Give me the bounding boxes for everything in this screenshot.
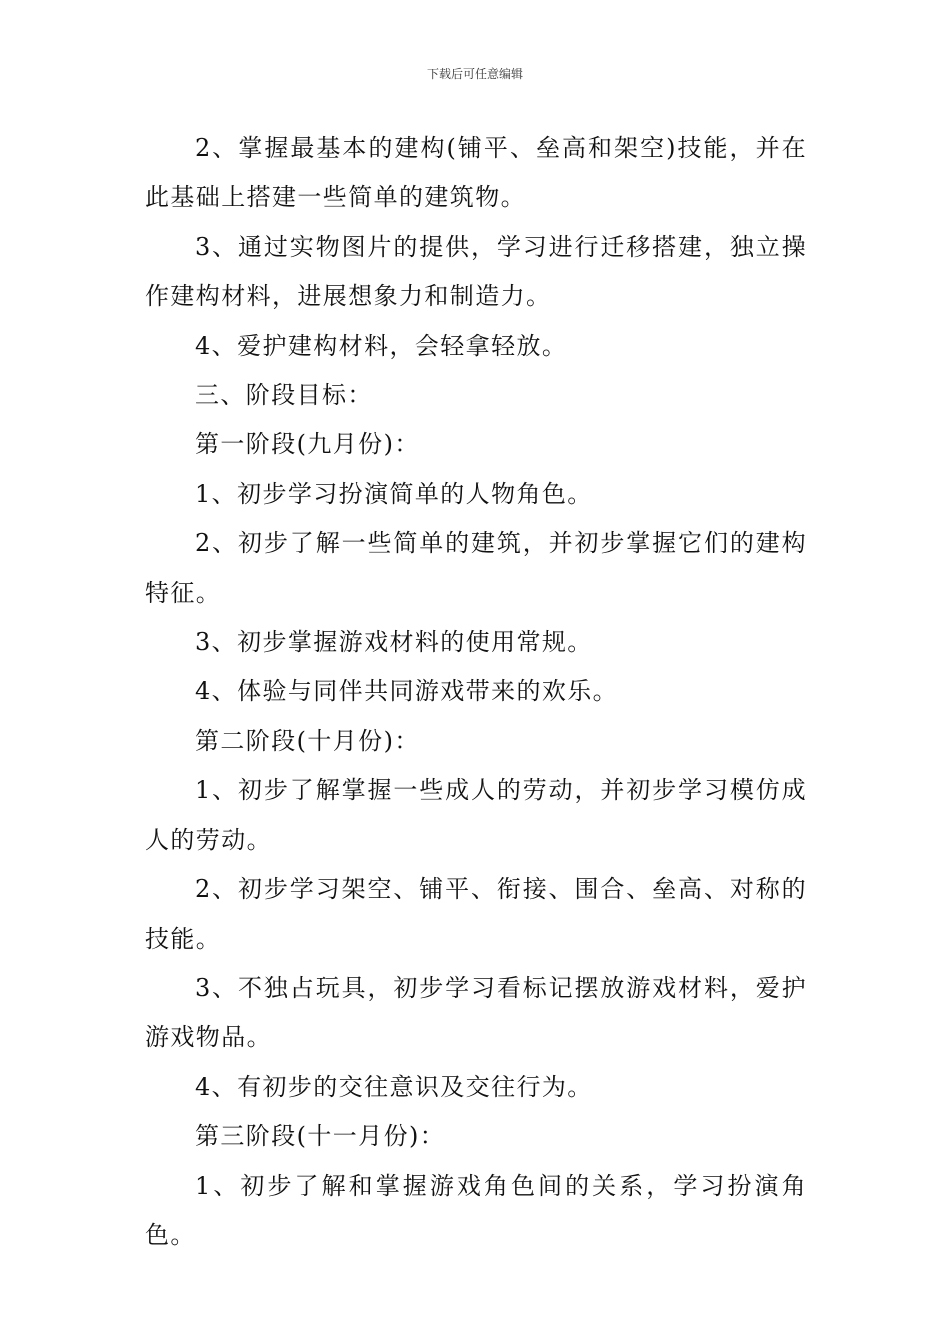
stage-heading-november: 第三阶段(十一月份)： [195,1122,446,1151]
paragraph-stage1-item4: 4、体验与同伴共同游戏带来的欢乐。 [195,677,619,706]
paragraph-stage2-item2: 2、初步学习架空、铺平、衔接、围合、垒高、对称的技能。 [145,875,807,953]
paragraph-stage2-item3: 3、不独占玩具，初步学习看标记摆放游戏材料，爱护游戏物品。 [145,973,807,1052]
paragraph-skill-basics: 2、掌握最基本的建构(铺平、垒高和架空)技能，并在此基础上搭建一些简单的建筑物。 [145,134,807,212]
paragraph-care-materials: 4、爱护建构材料，会轻拿轻放。 [195,331,568,360]
page-header: 下载后可任意编辑 [426,67,523,81]
section-heading-stage-goals: 三、阶段目标： [195,381,373,410]
stage-heading-october: 第二阶段(十月份)： [195,726,420,755]
paragraph-stage2-item4: 4、有初步的交往意识及交往行为。 [195,1072,593,1101]
paragraph-stage1-item1: 1、初步学习扮演简单的人物角色。 [195,479,593,508]
paragraph-stage2-item1: 1、初步了解掌握一些成人的劳动，并初步学习模仿成人的劳动。 [145,776,807,854]
paragraph-migration-building: 3、通过实物图片的提供，学习进行迁移搭建，独立操作建构材料，进展想象力和制造力。 [145,232,807,311]
paragraph-stage3-item1: 1、初步了解和掌握游戏角色间的关系，学习扮演角色。 [145,1171,807,1249]
paragraph-stage1-item3: 3、初步掌握游戏材料的使用常规。 [195,628,593,657]
paragraph-stage1-item2: 2、初步了解一些简单的建筑，并初步掌握它们的建构特征。 [145,529,807,607]
stage-heading-september: 第一阶段(九月份)： [195,430,420,459]
document-body [145,124,807,1260]
